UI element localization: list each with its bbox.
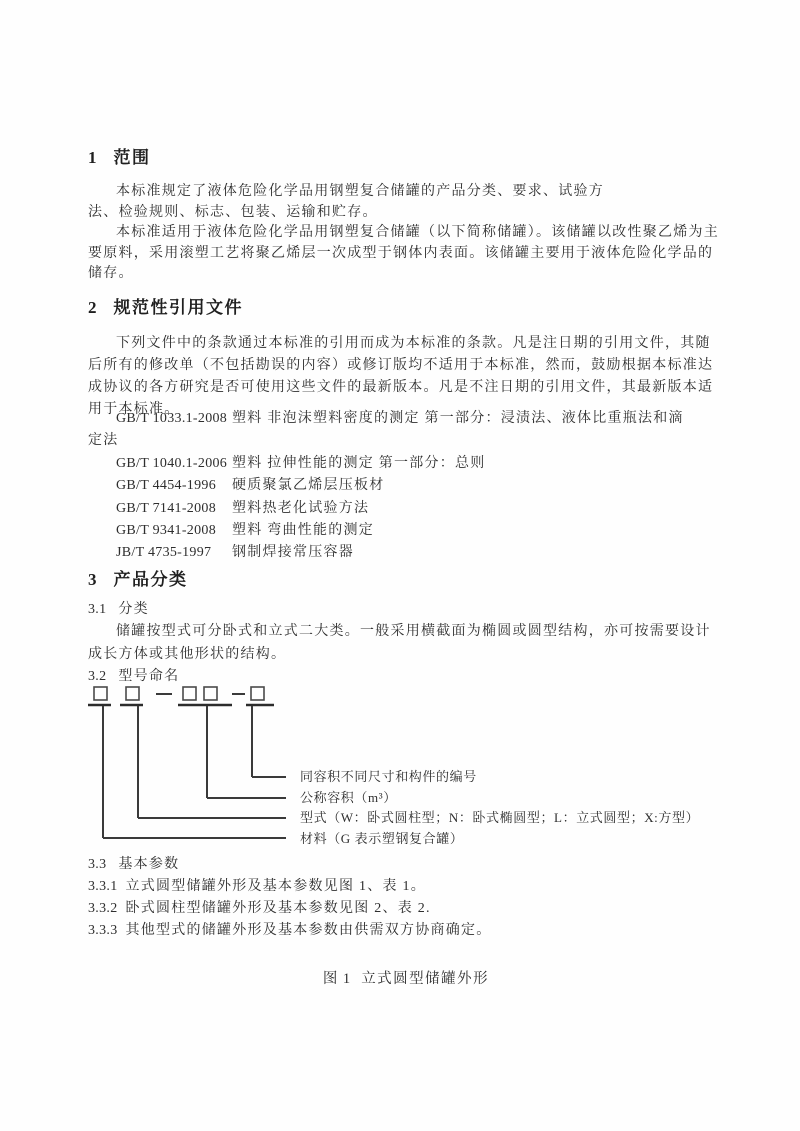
paragraph-line: 储罐按型式可分卧式和立式二大类。一般采用横截面为椭圆或圆型结构，亦可按需要设计 (116, 624, 711, 640)
reference-title: 硬质聚氯乙烯层压板材 (232, 478, 385, 494)
clause-number: 3.3.3 (88, 923, 118, 938)
clause-number: 3.3.1 (88, 879, 118, 894)
paragraph-line: 要原料，采用滚塑工艺将聚乙烯层一次成型于钢体内表面。该储罐主要用于液体危险化学品的 (88, 245, 714, 261)
reference-title: 塑料热老化试验方法 (232, 500, 370, 516)
reference-title: 塑料 非泡沫塑料密度的测定 第一部分：浸渍法、液体比重瓶法和滴 (232, 411, 684, 426)
diagram-label-serial: 同容积不同尺寸和构件的编号 (300, 769, 477, 784)
code-box-material (94, 687, 107, 700)
subsection-title: 分类 (118, 602, 149, 617)
code-box-volume-2 (204, 687, 217, 700)
diagram-label-material: 材料（G 表示塑钢复合罐） (300, 831, 464, 846)
section-number: 3 (88, 570, 97, 589)
reference-code: GB/T 1040.1-2006 (116, 455, 228, 471)
paragraph-line: 储存。 (88, 266, 134, 281)
paragraph-line: 法、检验规则、标志、包装、运输和贮存。 (88, 204, 378, 220)
reference-item (88, 475, 724, 497)
reference-title: 塑料 拉伸性能的测定 第一部分：总则 (232, 455, 486, 471)
reference-list (88, 408, 724, 565)
subsection-label (88, 854, 724, 876)
clause-text: 立式圆型储罐外形及基本参数见图 1、表 1。 (125, 879, 426, 894)
clause-item (88, 898, 724, 920)
reference-code: GB/T 7141-2008 (116, 500, 216, 516)
section-number: 1 (88, 148, 97, 167)
code-box-type (126, 687, 139, 700)
reference-code: JB/T 4735-1997 (116, 545, 212, 561)
diagram-label-type: 型式（W：卧式圆柱型；N：卧式椭圆型；L：立式圆型；X:方型） (300, 810, 700, 825)
code-box-serial (251, 687, 264, 700)
clause-item (88, 920, 724, 942)
clause-text: 其他型式的储罐外形及基本参数由供需双方协商确定。 (125, 923, 492, 938)
clause-number: 3.3.2 (88, 901, 118, 916)
figure-title: 立式圆型储罐外形 (361, 971, 490, 987)
paragraph-line: 下列文件中的条款通过本标准的引用而成为本标准的条款。凡是注日期的引用文件，其随 (116, 336, 711, 351)
model-designation-diagram (88, 685, 724, 853)
paragraph-line: 后所有的修改单（不包括勘误的内容）或修订版均不适用于本标准，然而，鼓励根据本标准达 (88, 358, 714, 373)
reference-code: GB/T 1033.1-2008 (116, 411, 228, 426)
paragraph-line: 成协议的各方研究是否可使用这些文件的最新版本。凡是不注日期的引用文件，其最新版本适 (88, 380, 714, 395)
figure-caption (88, 968, 724, 991)
section-title: 范围 (113, 148, 151, 167)
subsection-title: 型号命名 (118, 668, 180, 684)
reference-item (88, 520, 724, 542)
reference-title: 塑料 弯曲性能的测定 (232, 523, 374, 539)
section-number: 2 (88, 298, 97, 317)
reference-title: 钢制焊接常压容器 (232, 545, 354, 561)
subsection-number: 3.2 (88, 668, 107, 684)
reference-item-continuation: 定法 (88, 433, 119, 449)
paragraph-line: 本标准规定了液体危险化学品用钢塑复合储罐的产品分类、要求、试验方 (116, 184, 604, 199)
figure-number: 图 1 (322, 971, 352, 987)
reference-item (88, 408, 724, 430)
reference-item (88, 453, 724, 475)
subsection-label (88, 599, 724, 621)
subsection-basic-parameters (88, 854, 724, 942)
reference-item (88, 542, 724, 564)
reference-code: GB/T 9341-2008 (116, 523, 216, 539)
reference-item (88, 498, 724, 520)
paragraph-line: 本标准适用于液体危险化学品用钢塑复合储罐（以下简称储罐）。该储罐以改性聚乙烯为主 (116, 225, 719, 240)
section-normative-references (88, 296, 724, 421)
clause-text: 卧式圆柱型储罐外形及基本参数见图 2、表 2. (125, 901, 431, 916)
subsection-title: 基本参数 (118, 857, 180, 872)
section-classification-heading (88, 568, 724, 591)
diagram-label-volume: 公称容积（m³） (300, 790, 397, 805)
subsection-number: 3.3 (88, 857, 107, 872)
section-references-heading (88, 296, 724, 319)
model-designation-lines (88, 685, 298, 847)
subsection-number: 3.1 (88, 602, 107, 617)
paragraph-line: 成长方体或其他形状的结构。 (88, 646, 287, 662)
section-scope (88, 146, 724, 285)
reference-code: GB/T 4454-1996 (116, 478, 216, 494)
code-box-volume-1 (183, 687, 196, 700)
section-product-classification (88, 568, 724, 688)
section-title: 规范性引用文件 (113, 298, 243, 317)
paragraph-line: 用于本标准。 (88, 402, 180, 417)
section-scope-heading (88, 146, 724, 169)
clause-item (88, 876, 724, 898)
section-title: 产品分类 (113, 570, 188, 589)
